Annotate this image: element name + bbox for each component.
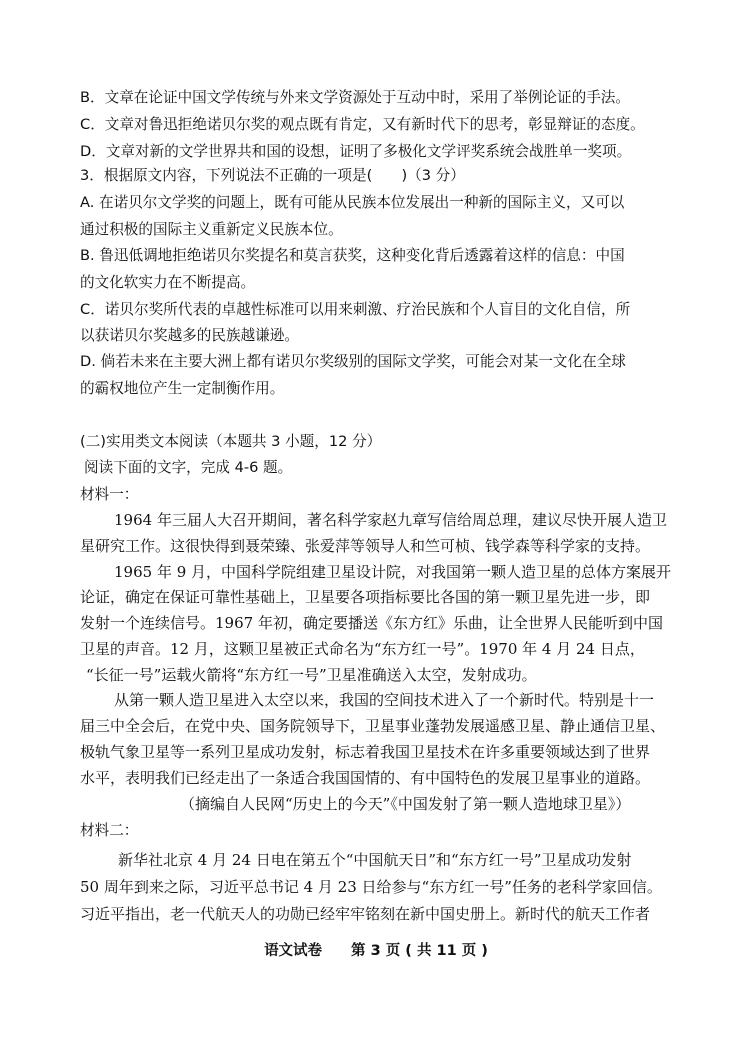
material2-label: 材料二： [80, 822, 139, 839]
q3-option-c-line2: 以获诺贝尔奖越多的民族越谦逊。 [80, 327, 299, 344]
q3-option-b-line1: B. 鲁迅低调地拒绝诺贝尔奖提名和莫言获奖，这种变化背后透露着这样的信息：中国 [80, 247, 625, 264]
q3-option-a-line2: 通过积极的国际主义重新定义民族本位。 [80, 221, 343, 238]
material1-paragraph2-line4: 卫星的声音。12 月，这颗卫星被正式命名为“东方红一号”。1970 年 4 月 24 日点， [80, 640, 645, 658]
material1-paragraph2-line1: 1965 年 9 月，中国科学院组建卫星设计院，对我国第一颗人造卫星的总体方案展开 [114, 563, 672, 581]
q3-stem: 3．根据原文内容，下列说法不正确的一项是( )（3 分） [80, 167, 465, 184]
material2-paragraph1-line1: 新华社北京 4 月 24 日电在第五个“中国航天日”和“东方红一号”卫星成功发射 [118, 851, 632, 869]
material1-source: （摘编自人民网“历史上的今天”《中国发射了第一颗人造地球卫星》） [180, 795, 631, 813]
section-heading: (二)实用类文本阅读（本题共 3 小题，12 分） [80, 433, 382, 450]
section-instruction: 阅读下面的文字，完成 4-6 题。 [84, 459, 293, 476]
q2-option-c: C．文章对鲁迅拒绝诺贝尔奖的观点既有肯定，又有新时代下的思考，彰显辩证的态度。 [80, 116, 645, 133]
q3-option-d-line2: 的霸权地位产生一定制衡作用。 [80, 380, 285, 397]
material2-paragraph1-line2: 50 周年到来之际，习近平总书记 4 月 23 日给参与“东方红一号”任务的老科学家回信。 [80, 878, 662, 896]
material1-paragraph3-line3: 极轨气象卫星等一系列卫星成功发射，标志着我国卫星技术在许多重要领域达到了世界 [80, 743, 651, 761]
material1-paragraph3-line1: 从第一颗人造卫星进入太空以来，我国的空间技术进入了一个新时代。特别是十一 [114, 691, 655, 709]
material1-paragraph2-line3: 发射一个连续信号。1967 年初，确定要播送《东方红》乐曲，让全世界人民能听到中国 [80, 614, 663, 632]
q3-option-d-line1: D. 倘若未来在主要大洲上都有诺贝尔奖级别的国际文学奖，可能会对某一文化在全球 [80, 353, 626, 370]
material1-paragraph2-line5: “长征一号”运载火箭将“东方红一号”卫星准确送入太空，发射成功。 [86, 666, 537, 684]
material2-paragraph1-line3: 习近平指出，老一代航天人的功勋已经牢牢铭刻在新中国史册上。新时代的航天工作者 [80, 905, 651, 923]
page-footer: 语文试卷 第 3 页 ( 共 11 页 ) [264, 943, 488, 959]
material1-paragraph3-line4: 水平，表明我们已经走出了一条适合我国国情的、有中国特色的发展卫星事业的道路。 [80, 769, 651, 787]
q3-option-b-line2: 的文化软实力在不断提高。 [80, 274, 256, 291]
q3-option-c-line1: C．诺贝尔奖所代表的卓越性标准可以用来刺激、疗治民族和个人盲目的文化自信，所 [80, 301, 631, 318]
material1-paragraph2-line2: 论证，确定在保证可靠性基础上，卫星要各项指标要比各国的第一颗卫星先进一步，即 [80, 588, 651, 606]
q2-option-b: B．文章在论证中国文学传统与外来文学资源处于互动中时，采用了举例论证的手法。 [80, 89, 630, 106]
q2-option-d: D．文章对新的文学世界共和国的设想，证明了多极化文学评奖系统会战胜单一奖项。 [80, 143, 632, 160]
material1-label: 材料一： [80, 486, 139, 503]
material1-paragraph3-line2: 届三中全会后，在党中央、国务院领导下，卫星事业蓬勃发展遥感卫星、静止通信卫星、 [80, 717, 666, 735]
q3-option-a-line1: A. 在诺贝尔文学奖的问题上，既有可能从民族本位发展出一种新的国际主义，又可以 [80, 194, 625, 211]
material1-paragraph1-line2: 星研究工作。这很快得到聂荣臻、张爱萍等领导人和竺可桢、钱学森等科学家的支持。 [80, 537, 651, 555]
material1-paragraph1-line1: 1964 年三届人大召开期间，著名科学家赵九章写信给周总理，建议尽快开展人造卫 [114, 511, 667, 529]
